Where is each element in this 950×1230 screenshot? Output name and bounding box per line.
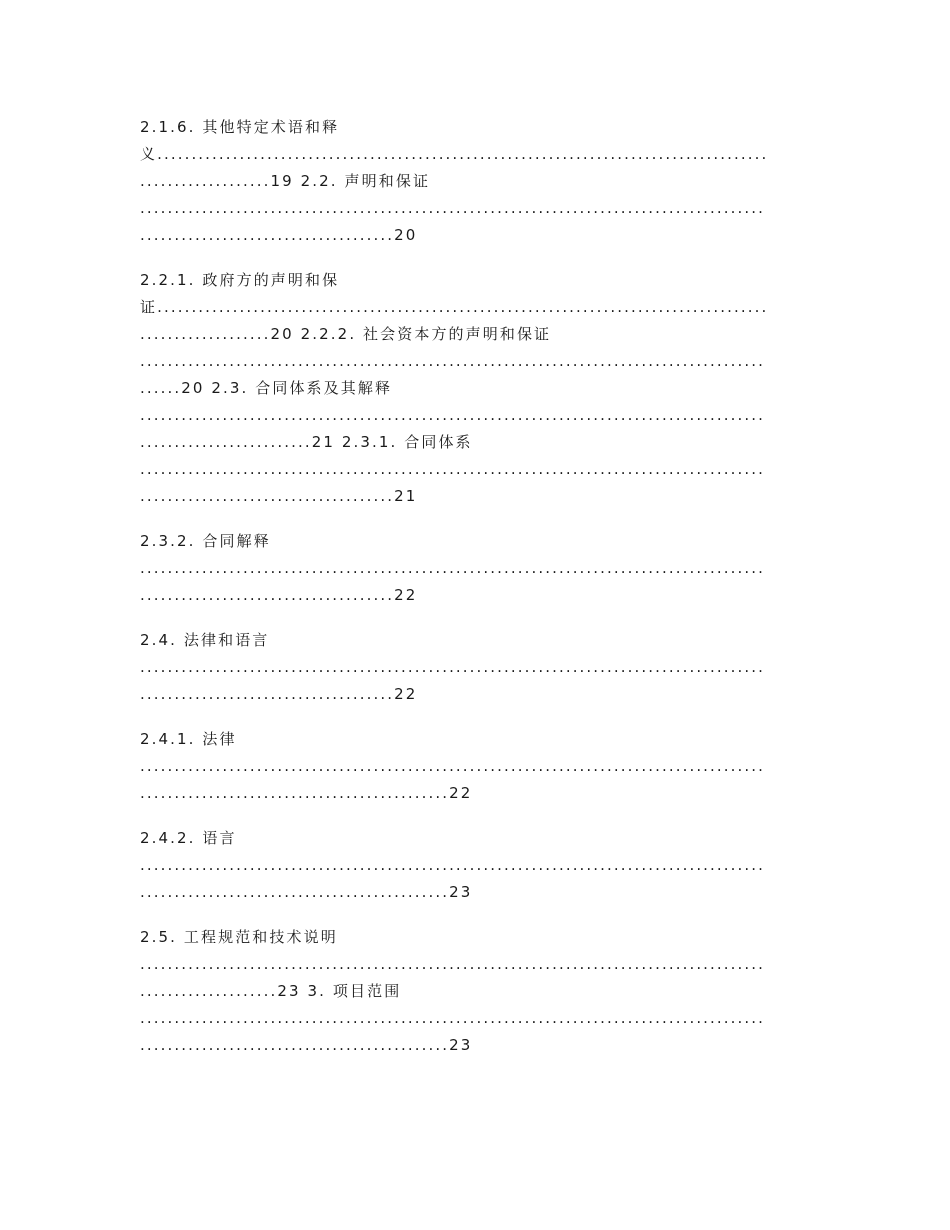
toc-line: .........................21 2.3.1. 合同体系 [140, 433, 473, 451]
toc-spacer [140, 510, 808, 528]
toc-line: ...................20 2.2.2. 社会资本方的声明和保证 [140, 325, 552, 343]
toc-line: ........................................................................................... [140, 460, 765, 478]
toc-spacer [140, 906, 808, 924]
toc-line: 义......................................................................................... [140, 145, 769, 163]
toc-line: ........................................................................................... [140, 1009, 765, 1027]
toc-line: ........................................................................................... [140, 559, 765, 577]
toc-line: 2.4. 法律和语言 [140, 631, 270, 649]
toc-line: .............................................23 [140, 883, 473, 901]
toc-line: ........................................................................................... [140, 955, 765, 973]
toc-line: 2.2.1. 政府方的声明和保 [140, 271, 340, 289]
toc-line: 2.5. 工程规范和技术说明 [140, 928, 338, 946]
toc-line: 2.1.6. 其他特定术语和释 [140, 118, 340, 136]
toc-line: .....................................21 [140, 487, 418, 505]
table-of-contents [140, 114, 808, 1059]
toc-line: ........................................................................................... [140, 757, 765, 775]
toc-line: 2.3.2. 合同解释 [140, 532, 271, 550]
toc-line: 2.4.1. 法律 [140, 730, 237, 748]
toc-line: ........................................................................................... [140, 199, 765, 217]
toc-line: .............................................23 [140, 1036, 473, 1054]
toc-line: ....................23 3. 项目范围 [140, 982, 402, 1000]
toc-spacer [140, 708, 808, 726]
toc-spacer [140, 609, 808, 627]
toc-line: ........................................................................................... [140, 352, 765, 370]
toc-line: ........................................................................................... [140, 406, 765, 424]
toc-spacer [140, 249, 808, 267]
toc-line: .............................................22 [140, 784, 473, 802]
toc-line: .....................................20 [140, 226, 418, 244]
toc-line: .....................................22 [140, 586, 418, 604]
toc-line: 2.4.2. 语言 [140, 829, 237, 847]
toc-line: ........................................................................................... [140, 856, 765, 874]
toc-spacer [140, 807, 808, 825]
toc-line: ...................19 2.2. 声明和保证 [140, 172, 431, 190]
toc-line: ......20 2.3. 合同体系及其解释 [140, 379, 393, 397]
toc-line: ........................................................................................... [140, 658, 765, 676]
toc-line: 证......................................................................................... [140, 298, 769, 316]
toc-line: .....................................22 [140, 685, 418, 703]
